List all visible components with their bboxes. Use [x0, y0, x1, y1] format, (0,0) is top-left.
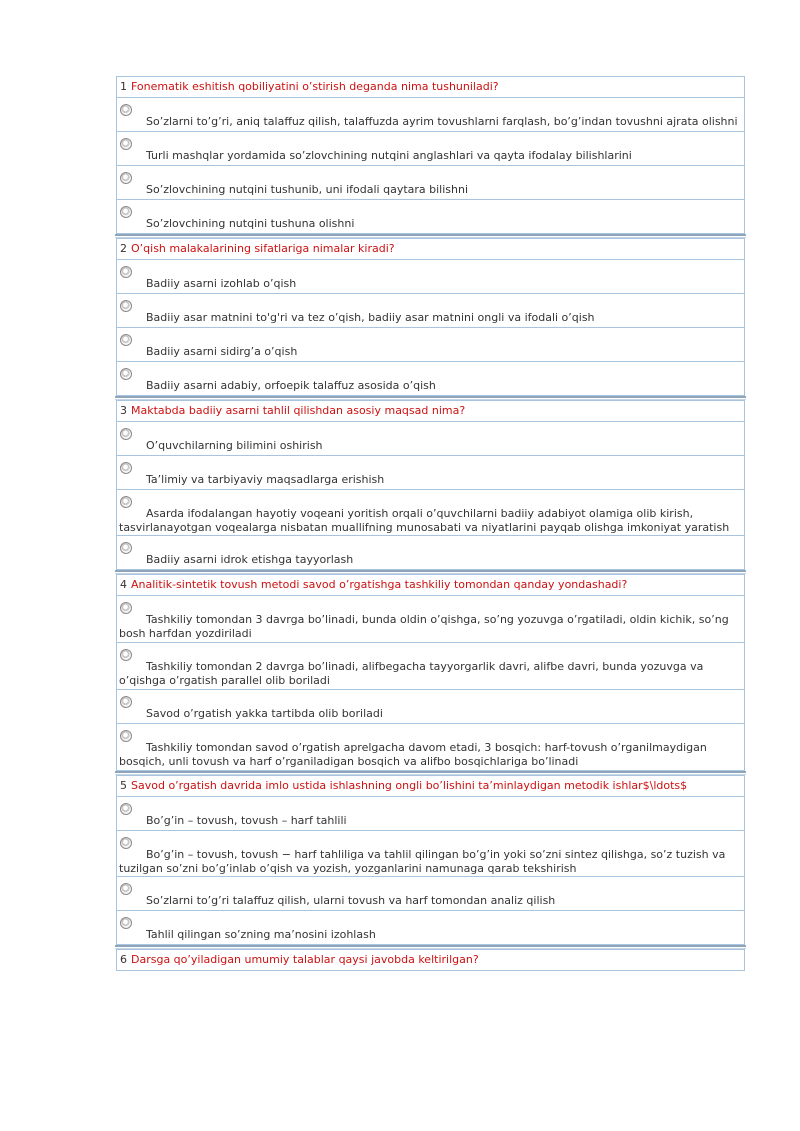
answer-option[interactable] — [117, 877, 744, 911]
radio-button-icon[interactable] — [120, 730, 132, 742]
answer-option[interactable] — [117, 166, 744, 200]
answer-option[interactable] — [117, 294, 744, 328]
answer-option-label: O’quvchilarning bilimini oshirish — [146, 439, 323, 452]
question-header — [117, 775, 744, 797]
answer-option[interactable] — [117, 643, 744, 690]
question-text: Analitik-sintetik tovush metodi savod o’rgatishga tashkiliy tomondan qanday yondashadi? — [131, 578, 628, 591]
answer-option-label: Ta’limiy va tarbiyaviy maqsadlarga erishish — [146, 473, 385, 486]
radio-button-icon[interactable] — [120, 428, 132, 440]
answer-option[interactable] — [117, 328, 744, 362]
answer-option[interactable] — [117, 724, 744, 771]
answer-option[interactable] — [117, 456, 744, 490]
question-6 — [116, 949, 745, 971]
answer-option[interactable] — [117, 797, 744, 831]
question-number: 1 — [120, 80, 127, 93]
answer-option[interactable] — [117, 98, 744, 132]
answer-option-label: Badiiy asarni izohlab o’qish — [146, 277, 297, 290]
answer-option[interactable] — [117, 831, 744, 877]
question-number: 6 — [120, 953, 127, 966]
radio-button-icon[interactable] — [120, 803, 132, 815]
question-header — [117, 949, 744, 971]
answer-option[interactable] — [117, 911, 744, 945]
radio-button-icon[interactable] — [120, 837, 132, 849]
answer-option-label: Tashkiliy tomondan 3 davrga bo’linadi, bunda oldin o’qishga, so’ng yozuvga o’rgatiladi, oldin kichik, so’ng bosh harfdan yozdiriladi — [119, 613, 729, 640]
question-text: O’qish malakalarining sifatlariga nimalar kiradi? — [131, 242, 395, 255]
answer-option[interactable] — [117, 690, 744, 724]
question-2 — [116, 238, 745, 396]
radio-button-icon[interactable] — [120, 206, 132, 218]
question-header — [117, 574, 744, 596]
answer-option[interactable] — [117, 490, 744, 536]
answer-option-label: So’zlovchining nutqini tushunib, uni ifodali qaytara bilishni — [146, 183, 469, 196]
question-number: 2 — [120, 242, 127, 255]
answer-option-label: Bo’g’in – tovush, tovush − harf tahliliga va tahlil qilingan bo’g’in yoki so’zni sintez qilishga, so’z tuzish va tuzilgan so’zni bo’g’inlab o’qish va yozish, yozganlarini namunaga qarab tekshirish — [119, 848, 726, 875]
answer-option-label: Tashkiliy tomondan savod o’rgatish aprelgacha davom etadi, 3 bosqich: harf-tovush o’rganilmaydigan bosqich, unli tovush va harf o’rganiladigan bosqich va alifbo bosqichlariga bo’linadi — [119, 741, 707, 768]
quiz-container — [116, 76, 745, 971]
answer-option[interactable] — [117, 362, 744, 396]
answer-option[interactable] — [117, 536, 744, 570]
answer-option-label: Badiiy asarni idrok etishga tayyorlash — [146, 553, 354, 566]
radio-button-icon[interactable] — [120, 649, 132, 661]
answer-option-label: Tashkiliy tomondan 2 davrga bo’linadi, alifbegacha tayyorgarlik davri, alifbe davri, bunda yozuvga va o’qishga o’rgatish parallel olib boriladi — [119, 660, 704, 687]
question-header — [117, 238, 744, 260]
radio-button-icon[interactable] — [120, 138, 132, 150]
answer-option-label: Asarda ifodalangan hayotiy voqeani yoritish orqali o’quvchilarni badiiy adabiyot olamiga olib kirish, tasvirlanayotgan voqealarga nisbatan muallifning munosabati va niyatlarini payqab olishga imkoniyat yaratish — [119, 507, 730, 534]
question-3 — [116, 400, 745, 570]
radio-button-icon[interactable] — [120, 104, 132, 116]
answer-option-label: Bo’g’in – tovush, tovush – harf tahlili — [146, 814, 347, 827]
radio-button-icon[interactable] — [120, 300, 132, 312]
radio-button-icon[interactable] — [120, 602, 132, 614]
answer-option[interactable] — [117, 132, 744, 166]
answer-option[interactable] — [117, 596, 744, 643]
question-4 — [116, 574, 745, 771]
answer-option-label: Tahlil qilingan so’zning ma’nosini izohlash — [146, 928, 376, 941]
radio-button-icon[interactable] — [120, 917, 132, 929]
radio-button-icon[interactable] — [120, 172, 132, 184]
question-number: 5 — [120, 779, 127, 792]
question-number: 3 — [120, 404, 127, 417]
radio-button-icon[interactable] — [120, 266, 132, 278]
answer-option-label: Turli mashqlar yordamida so’zlovchining nutqini anglashlari va qayta ifodalay bilishlarini — [146, 149, 632, 162]
radio-button-icon[interactable] — [120, 883, 132, 895]
question-text: Savod o’rgatish davrida imlo ustida ishlashning ongli bo’lishini ta’minlaydigan metodik ishlar$\ldots$ — [131, 779, 688, 792]
question-header — [117, 400, 744, 422]
radio-button-icon[interactable] — [120, 696, 132, 708]
radio-button-icon[interactable] — [120, 496, 132, 508]
radio-button-icon[interactable] — [120, 368, 132, 380]
question-text: Darsga qo’yiladigan umumiy talablar qaysi javobda keltirilgan? — [131, 953, 479, 966]
answer-option[interactable] — [117, 200, 744, 234]
answer-option-label: Savod o’rgatish yakka tartibda olib boriladi — [146, 707, 383, 720]
question-1 — [116, 76, 745, 234]
question-5 — [116, 775, 745, 945]
question-header — [117, 76, 744, 98]
answer-option[interactable] — [117, 422, 744, 456]
question-text: Fonematik eshitish qobiliyatini o’stirish deganda nima tushuniladi? — [131, 80, 499, 93]
radio-button-icon[interactable] — [120, 334, 132, 346]
answer-option-label: Badiiy asarni adabiy, orfoepik talaffuz asosida o’qish — [146, 379, 436, 392]
answer-option-label: Badiiy asarni sidirg’a o’qish — [146, 345, 298, 358]
radio-button-icon[interactable] — [120, 542, 132, 554]
question-number: 4 — [120, 578, 127, 591]
answer-option[interactable] — [117, 260, 744, 294]
radio-button-icon[interactable] — [120, 462, 132, 474]
answer-option-label: So’zlovchining nutqini tushuna olishni — [146, 217, 355, 230]
answer-option-label: So’zlarni to’g’ri, aniq talaffuz qilish, talaffuzda ayrim tovushlarni farqlash, bo’g’indan tovushni ajrata olishni — [146, 115, 738, 128]
question-text: Maktabda badiiy asarni tahlil qilishdan asosiy maqsad nima? — [131, 404, 466, 417]
answer-option-label: Badiiy asar matnini to'g'ri va tez o’qish, badiiy asar matnini ongli va ifodali o’qish — [146, 311, 595, 324]
answer-option-label: So’zlarni to’g’ri talaffuz qilish, ularni tovush va harf tomondan analiz qilish — [146, 894, 556, 907]
